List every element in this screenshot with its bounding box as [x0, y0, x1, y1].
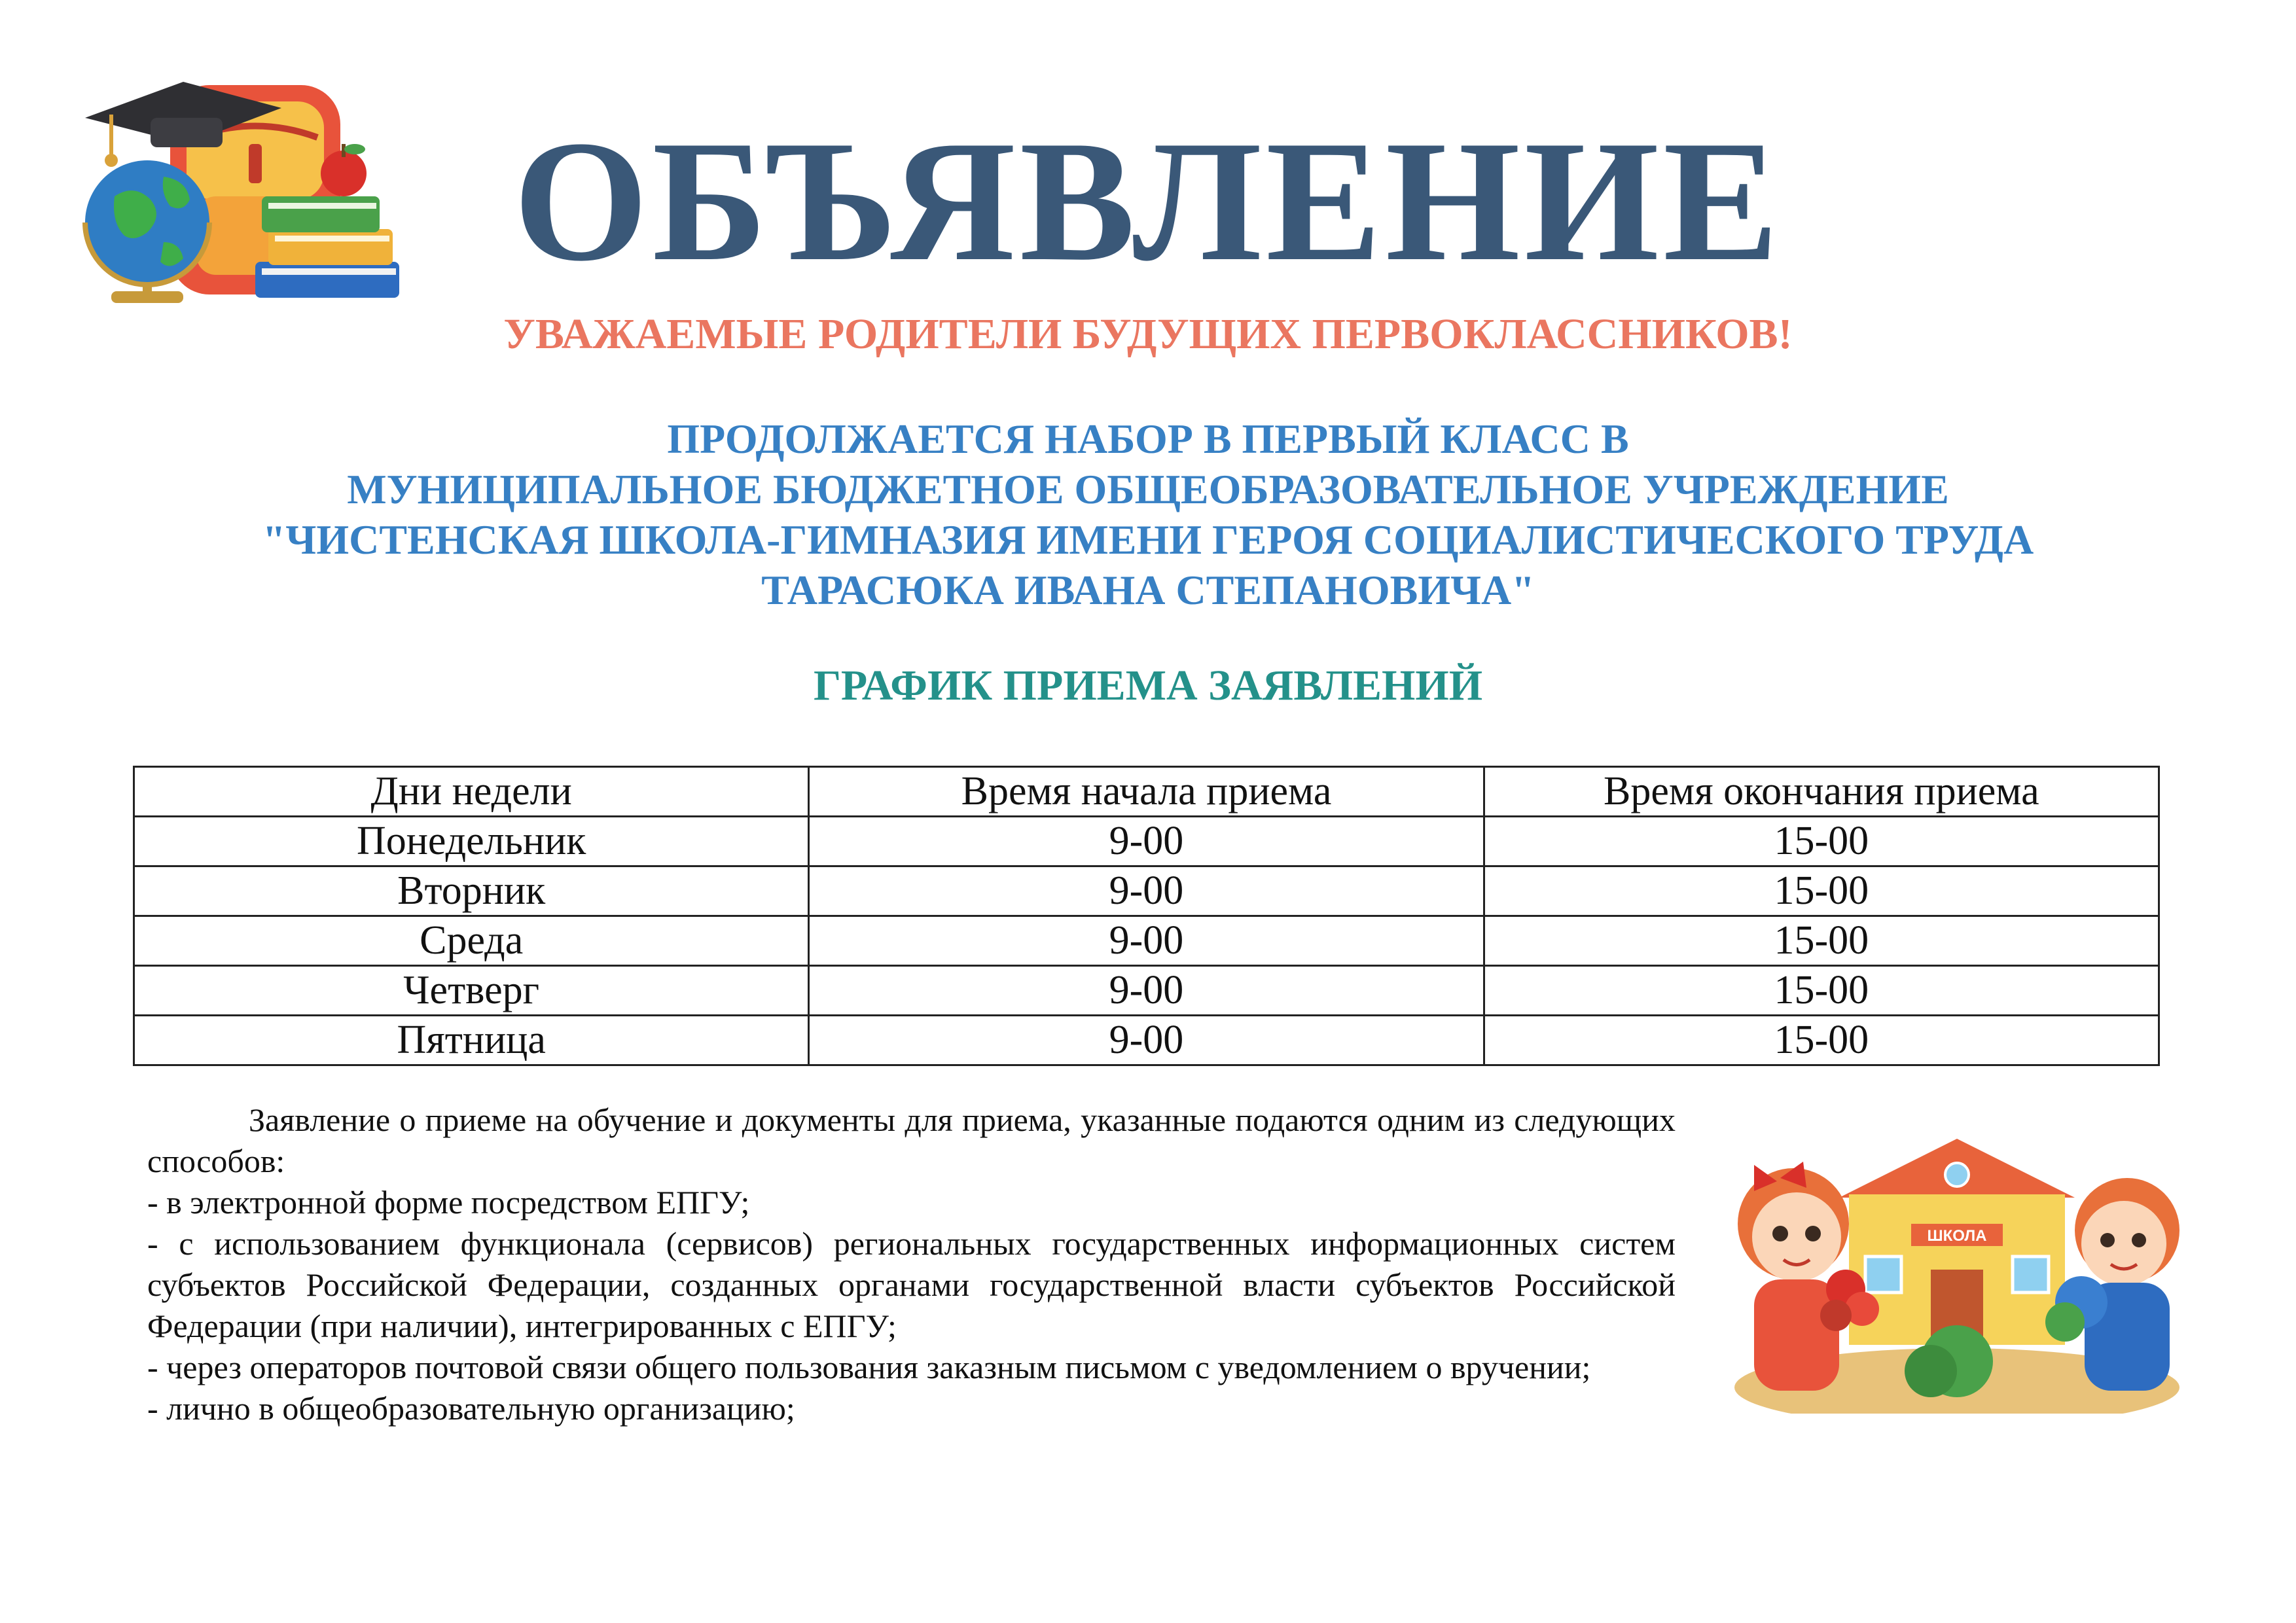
table-row	[134, 866, 2159, 916]
greeting-subtitle: УВАЖАЕМЫЕ РОДИТЕЛИ БУДУЩИХ ПЕРВОКЛАССНИКОВ!	[503, 310, 1793, 358]
table-row	[134, 1016, 2159, 1065]
table-cell-end: 15-00	[1484, 866, 2159, 916]
table-cell-start: 9-00	[809, 966, 1484, 1016]
table-cell-end: 15-00	[1484, 817, 2159, 866]
table-cell-day: Понедельник	[134, 817, 809, 866]
children-school-illustration	[1715, 1126, 2199, 1414]
schedule-table	[133, 766, 2160, 1066]
table-row	[134, 966, 2159, 1016]
schedule-heading: ГРАФИК ПРИЕМА ЗАЯВЛЕНИЙ	[813, 662, 1483, 709]
table-cell-end: 15-00	[1484, 916, 2159, 966]
announcement-line: ПРОДОЛЖАЕТСЯ НАБОР В ПЕРВЫЙ КЛАСС В	[667, 416, 1629, 462]
column-header-start-time: Время начала приема	[809, 767, 1484, 817]
method-item: - лично в общеобразовательную организацию;	[147, 1390, 795, 1427]
announcement-block	[0, 414, 2296, 615]
announcement-line: ТАРАСЮКА ИВАНА СТЕПАНОВИЧА"	[761, 567, 1535, 613]
intro-paragraph: Заявление о приеме на обучение и документы для приема, указанные подаются одним из следующих способов:	[147, 1101, 1676, 1179]
table-cell-end: 15-00	[1484, 966, 2159, 1016]
table-cell-day: Четверг	[134, 966, 809, 1016]
table-cell-start: 9-00	[809, 817, 1484, 866]
table-cell-day: Среда	[134, 916, 809, 966]
column-header-days: Дни недели	[134, 767, 809, 817]
announcement-line: "ЧИСТЕНСКАЯ ШКОЛА-ГИМНАЗИЯ ИМЕНИ ГЕРОЯ СОЦИАЛИСТИЧЕСКОГО ТРУДА	[262, 516, 2034, 563]
method-item: - с использованием функционала (сервисов) региональных государственных информационных систем субъектов Российской Федерации, созданных органами государственной власти субъектов Российской Федерации (при наличии), интегрированных с ЕПГУ;	[147, 1225, 1676, 1344]
table-cell-end: 15-00	[1484, 1016, 2159, 1065]
table-header-row	[134, 767, 2159, 817]
page-title: ОБЪЯВЛЕНИЕ	[513, 105, 1783, 297]
table-cell-start: 9-00	[809, 916, 1484, 966]
method-item: - в электронной форме посредством ЕПГУ;	[147, 1184, 750, 1221]
school-sign-text: ШКОЛА	[1927, 1227, 1987, 1245]
table-row	[134, 916, 2159, 966]
table-cell-start: 9-00	[809, 1016, 1484, 1065]
submission-methods-text	[147, 1099, 1676, 1429]
method-item: - через операторов почтовой связи общего пользования заказным письмом с уведомлением о вручении;	[147, 1349, 1591, 1385]
column-header-end-time: Время окончания приема	[1484, 767, 2159, 817]
table-row	[134, 817, 2159, 866]
table-cell-day: Пятница	[134, 1016, 809, 1065]
table-cell-start: 9-00	[809, 866, 1484, 916]
announcement-line: МУНИЦИПАЛЬНОЕ БЮДЖЕТНОЕ ОБЩЕОБРАЗОВАТЕЛЬНОЕ УЧРЕЖДЕНИЕ	[347, 466, 1949, 512]
table-cell-day: Вторник	[134, 866, 809, 916]
